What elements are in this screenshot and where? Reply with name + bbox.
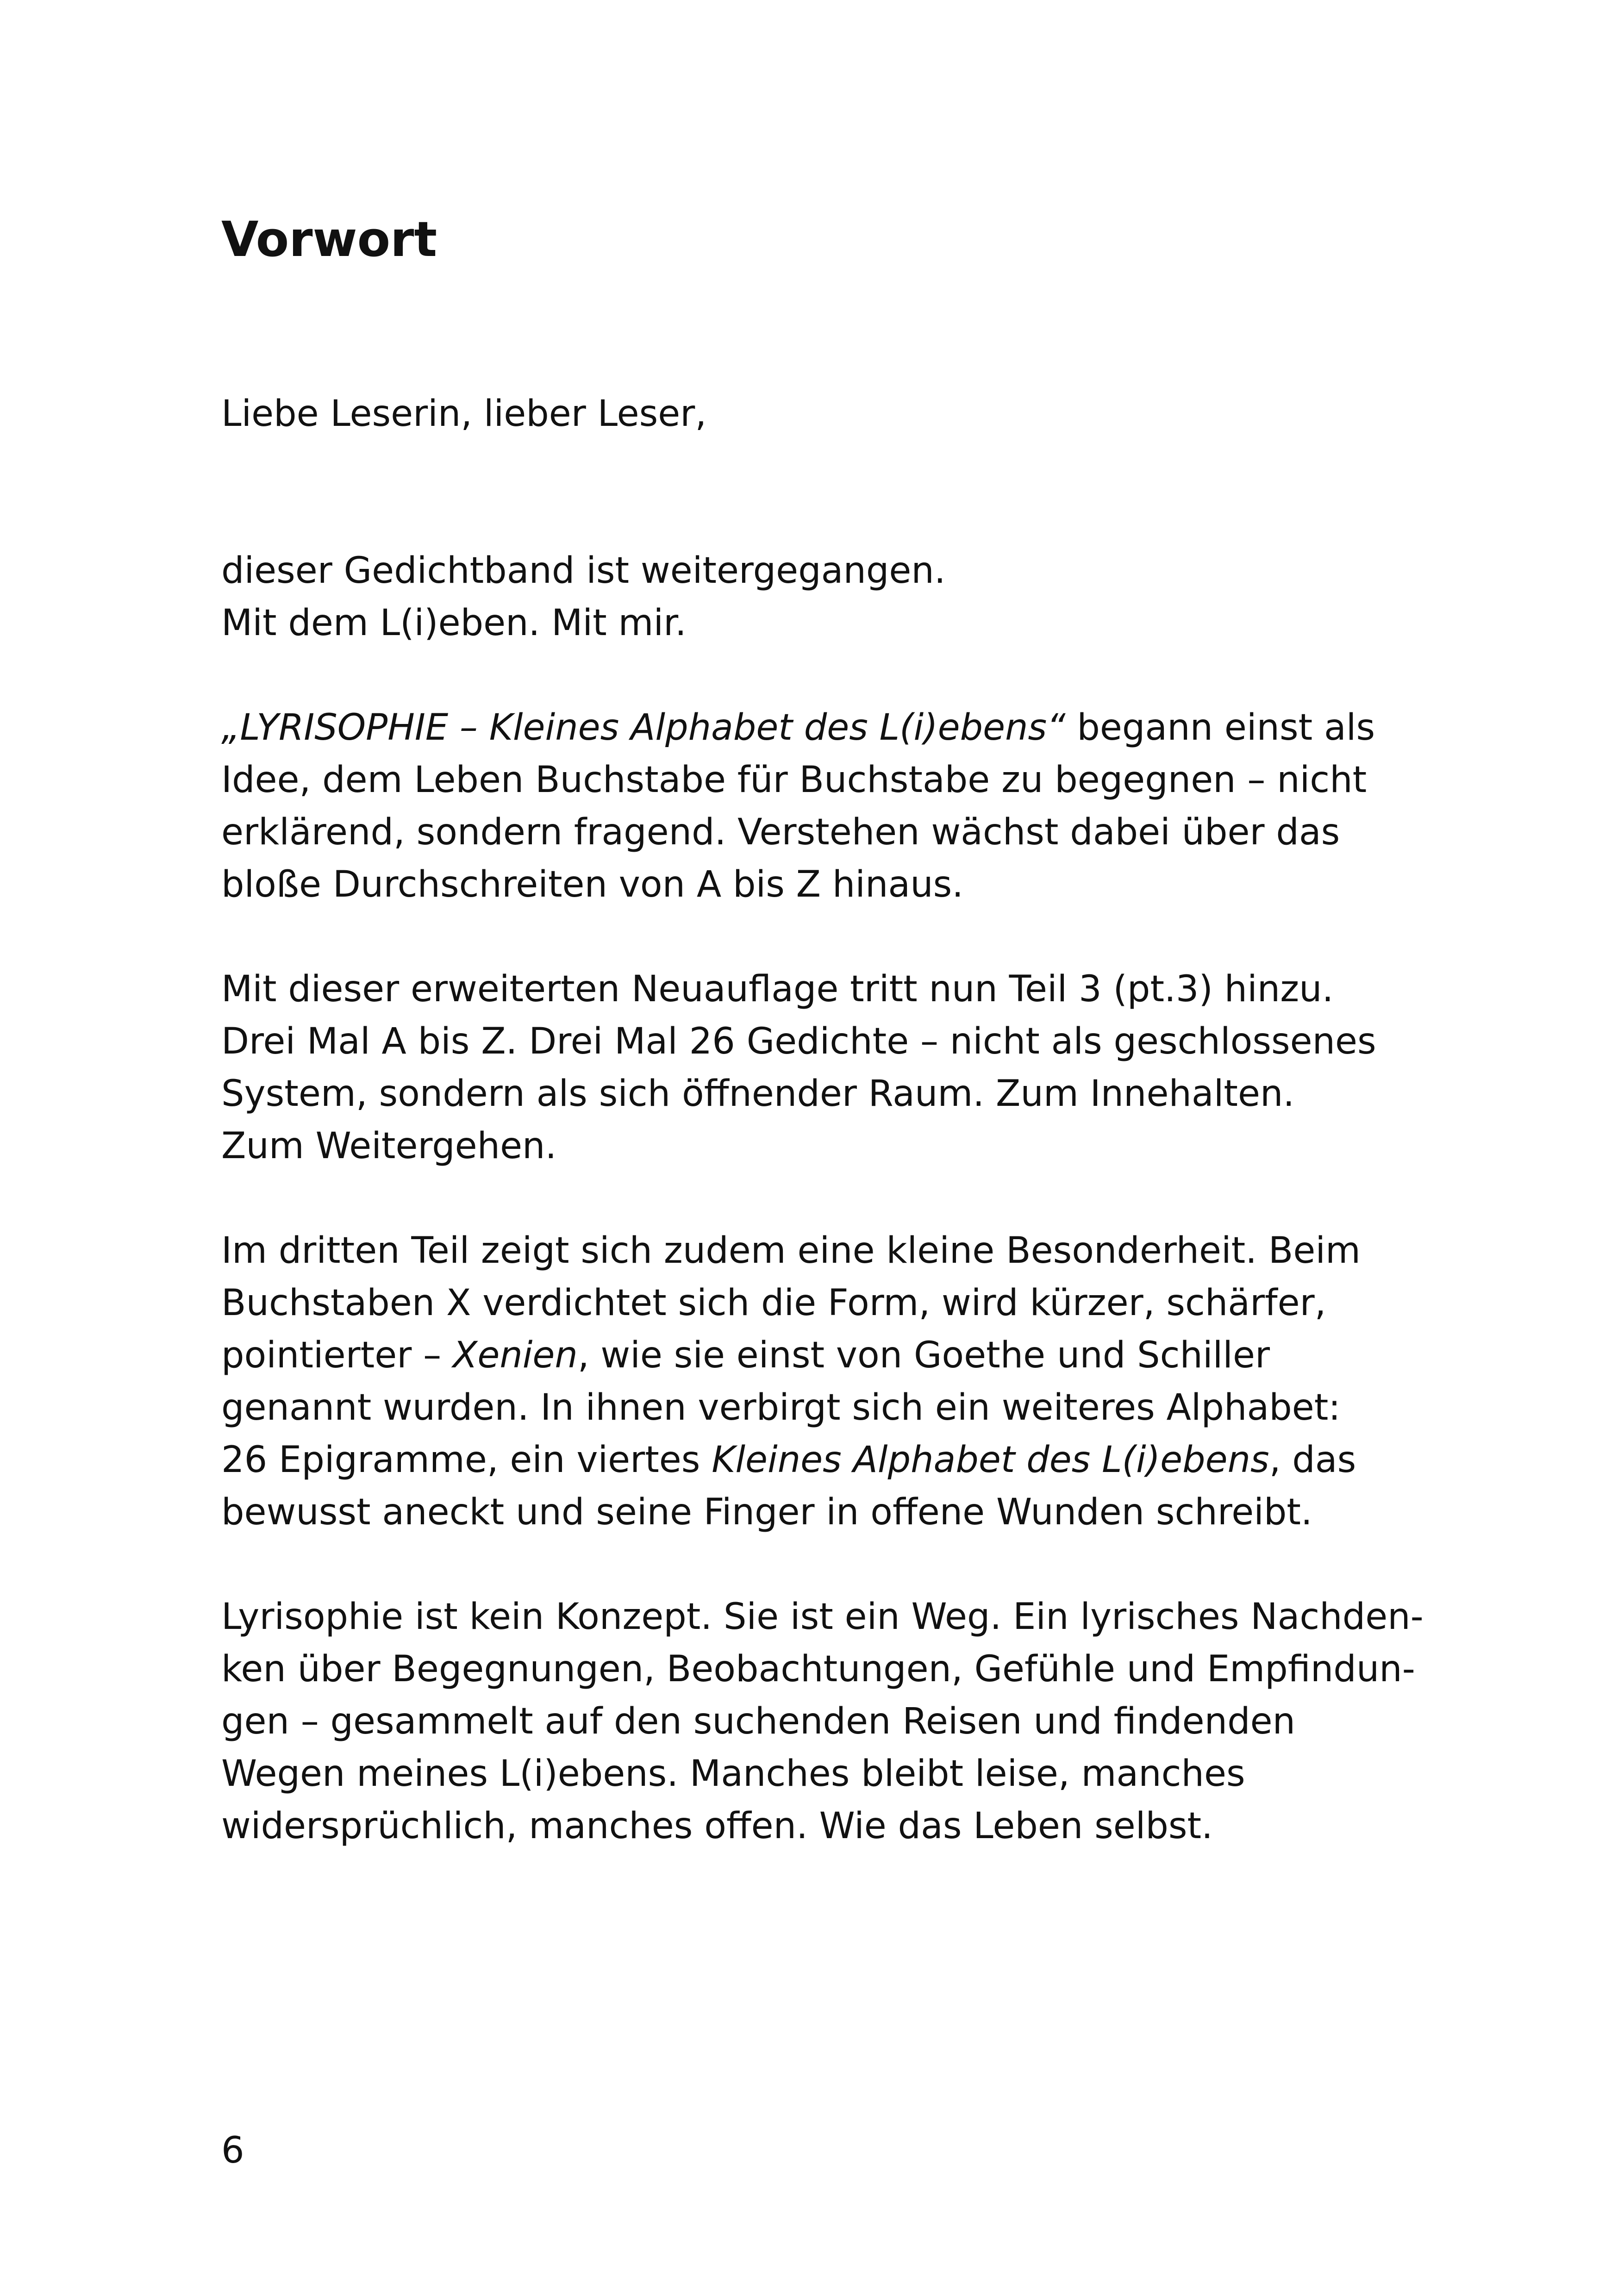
text-fragment: , das bbox=[1269, 1439, 1356, 1481]
paragraph-line: Mit dem L(i)eben. Mit mir. bbox=[221, 602, 687, 644]
text-fragment: begann einst als bbox=[1065, 707, 1375, 748]
book-title-italic: „LYRISOPHIE – Kleines Alphabet des L(i)ebens“ bbox=[221, 707, 1066, 748]
salutation bbox=[221, 388, 1434, 440]
paragraph-line: bloße Durchschreiten von A bis Z hinaus. bbox=[221, 864, 964, 905]
paragraph-line bbox=[221, 1434, 1434, 1486]
text-fragment: 26 Epigramme, ein viertes bbox=[221, 1439, 712, 1481]
page-number: 6 bbox=[221, 2130, 244, 2171]
paragraph-line: Idee, dem Leben Buchstabe für Buchstabe zu begegnen – nicht bbox=[221, 759, 1367, 801]
paragraph-line: ken über Begegnungen, Beobachtungen, Gefühle und Empfindun- bbox=[221, 1648, 1415, 1690]
italic-term: Xenien bbox=[452, 1335, 578, 1376]
paragraph-line bbox=[221, 1329, 1434, 1382]
salutation-line: Liebe Leserin, lieber Leser, bbox=[221, 393, 707, 435]
paragraph-line: Lyrisophie ist kein Konzept. Sie ist ein Weg. Ein lyrisches Nachden- bbox=[221, 1596, 1424, 1638]
page-heading: Vorwort bbox=[221, 211, 437, 268]
paragraph-line: Drei Mal A bis Z. Drei Mal 26 Gedichte – nicht als geschlossenes bbox=[221, 1021, 1376, 1062]
text-fragment: , wie sie einst von Goethe und Schiller bbox=[577, 1335, 1270, 1376]
paragraph-4 bbox=[221, 1225, 1434, 1539]
paragraph-line: erklärend, sondern fragend. Verstehen wächst dabei über das bbox=[221, 811, 1340, 853]
paragraph-line: Wegen meines L(i)ebens. Manches bleibt leise, manches bbox=[221, 1753, 1245, 1795]
paragraph-line: Mit dieser erweiterten Neuauflage tritt nun Teil 3 (pt.3) hinzu. bbox=[221, 968, 1334, 1010]
paragraph-line: dieser Gedichtband ist weitergegangen. bbox=[221, 550, 946, 592]
paragraph-line: widersprüchlich, manches offen. Wie das Leben selbst. bbox=[221, 1805, 1213, 1847]
paragraph-line: bewusst aneckt und seine Finger in offene Wunden schreibt. bbox=[221, 1491, 1312, 1533]
paragraph-3 bbox=[221, 963, 1434, 1172]
paragraph-line: Zum Weitergehen. bbox=[221, 1125, 557, 1167]
paragraph-line: System, sondern als sich öffnender Raum. Zum Innehalten. bbox=[221, 1073, 1295, 1115]
italic-title: Kleines Alphabet des L(i)ebens bbox=[712, 1439, 1269, 1481]
paragraph-line: gen – gesammelt auf den suchenden Reisen und findenden bbox=[221, 1701, 1296, 1742]
paragraph-5 bbox=[221, 1591, 1434, 1852]
paragraph-2 bbox=[221, 702, 1434, 911]
paragraph-line bbox=[221, 702, 1434, 754]
paragraph-line: genannt wurden. In ihnen verbirgt sich ein weiteres Alphabet: bbox=[221, 1387, 1341, 1428]
paragraph-1 bbox=[221, 545, 1434, 649]
paragraph-line: Im dritten Teil zeigt sich zudem eine kleine Besonderheit. Beim bbox=[221, 1230, 1361, 1272]
text-fragment: pointierter – bbox=[221, 1335, 453, 1376]
paragraph-line: Buchstaben X verdichtet sich die Form, wird kürzer, schärfer, bbox=[221, 1282, 1326, 1324]
